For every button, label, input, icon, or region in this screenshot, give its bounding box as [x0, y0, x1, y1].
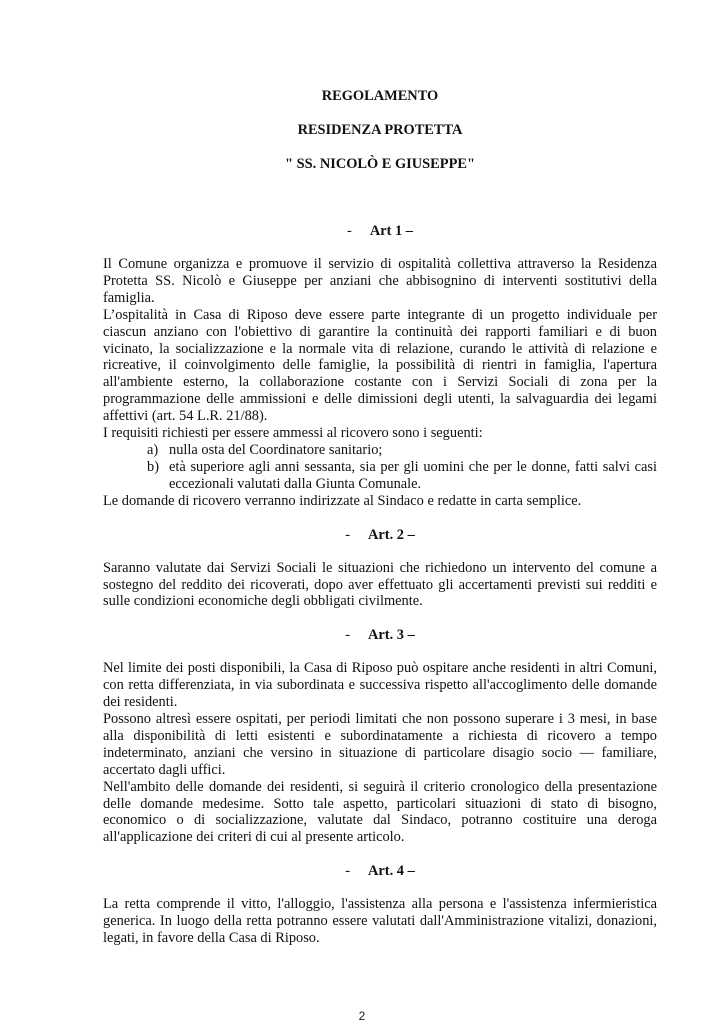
article-4-title: Art. 4 –: [368, 863, 415, 880]
list-item-text: nulla osta del Coordinatore sanitario;: [169, 441, 383, 458]
paragraph: Saranno valutate dai Servizi Sociali le situazioni che richiedono un intervento del comune a sostegno del reddito dei ricoverati, dopo aver effettuato gli accertamenti previsti sui redditi e sulle condizioni economiche degli obbligati civilmente.: [103, 559, 657, 610]
paragraph: I requisiti richiesti per essere ammessi al ricovero sono i seguenti:: [103, 425, 483, 442]
article-1-title: Art 1 –: [369, 223, 413, 239]
list-item: [147, 458, 657, 493]
paragraph: Il Comune organizza e promuove il servizio di ospitalità collettiva attraverso la Residenza Protetta SS. Nicolò e Giuseppe per anziani che abbisognino di interventi sostitutivi della famiglia.: [103, 256, 657, 306]
requirements-list: [103, 442, 657, 493]
article-2-heading: [103, 527, 657, 544]
paragraph: L’ospitalità in Casa di Riposo deve essere parte integrante di un progetto individuale per ciascun anziano con l'obiettivo di garantire la continuità dei rapporti familiari e di buon vicinato, la socializzazione e la normale vita di relazione, curando le attività di relazione e ricreative, il coinvolgimento delle famiglie, la possibilità di rientri in famiglia, l'apertura all'ambiente esterno, la collaborazione costante con i Servizi Sociali di zona per la programmazione delle ammissioni e delle dimissioni degli utenti, la salvaguardia dei legami affettivi (art. 54 L.R. 21/88).: [103, 306, 657, 425]
article-3-heading: [103, 627, 657, 644]
document-subtitle: RESIDENZA PROTETTA: [297, 122, 463, 138]
article-1-body: [103, 256, 657, 510]
article-3-title: Art. 3 –: [368, 627, 415, 644]
list-item-text: età superiore agli anni sessanta, sia per gli uomini che per le donne, fatti salvi casi eccezionali valutati dalla Giunta Comunale.: [169, 458, 657, 492]
list-marker: b): [147, 458, 159, 475]
heading-dash: -: [347, 223, 352, 239]
article-1-heading: [103, 223, 657, 240]
paragraph: Le domande di ricovero verranno indirizzate al Sindaco e redatte in carta semplice.: [103, 492, 582, 509]
article-4-heading: [103, 863, 657, 880]
paragraph: Nell'ambito delle domande dei residenti, si seguirà il criterio cronologico della presentazione delle domande medesime. Sotto tale aspetto, particolari situazioni di stato di bisogno, economico o di socializzazione, valutate dal Sindaco, potranno costituire una deroga all'applicazione dei criteri di cui al presente articolo.: [103, 778, 657, 846]
article-2-body: [103, 560, 657, 611]
document-page: [103, 80, 657, 947]
article-4-body: [103, 896, 657, 947]
paragraph: Nel limite dei posti disponibili, la Casa di Riposo può ospitare anche residenti in altri Comuni, con retta differenziata, in via subordinata e successiva rispetto all'accoglimento delle domande dei residenti.: [103, 660, 657, 711]
paragraph: Possono altresì essere ospitati, per periodi limitati che non possono superare i 3 mesi, in base alla disponibilità di letti esistenti e subordinatamente a richiesta di ricovero a tempo indeterminato, anziani che versino in situazione di particolare disagio socio — familiare, accertato dagli uffici.: [103, 711, 657, 778]
document-title: REGOLAMENTO: [321, 88, 439, 104]
paragraph: La retta comprende il vitto, l'alloggio, l'assistenza alla persona e l'assistenza infermieristica generica. In luogo della retta potranno essere valutati dall'Amministrazione vitalizi, donazioni, legati, in favore della Casa di Riposo.: [103, 896, 657, 947]
article-3-body: [103, 660, 657, 846]
residence-name: " SS. NICOLÒ E GIUSEPPE": [285, 156, 475, 172]
heading-dash: -: [345, 863, 351, 880]
heading-dash: -: [345, 627, 351, 644]
list-item: [147, 441, 657, 459]
article-2-title: Art. 2 –: [368, 526, 415, 543]
page-number: 2: [358, 1009, 366, 1023]
heading-dash: -: [345, 526, 351, 543]
list-marker: a): [147, 441, 159, 458]
